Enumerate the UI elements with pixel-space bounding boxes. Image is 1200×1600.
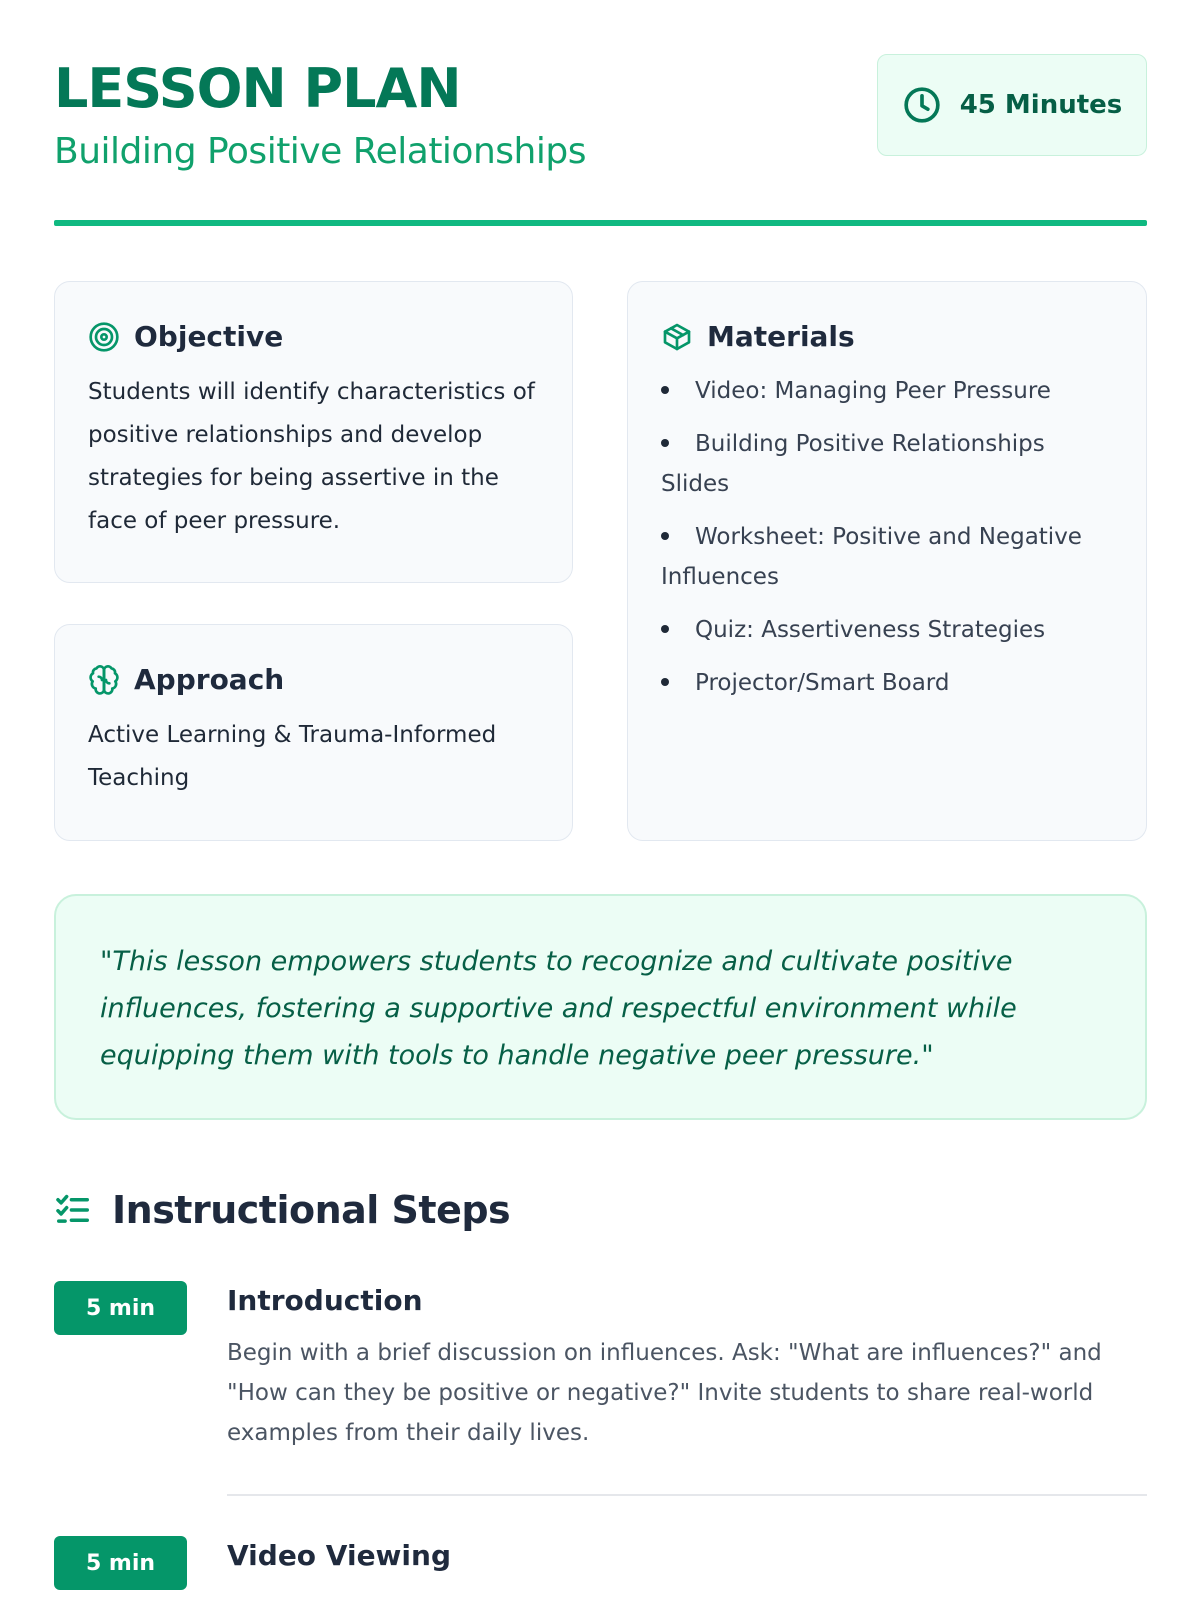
objective-title: Objective [134,320,284,353]
duration-text: 45 Minutes [959,90,1123,120]
header [54,50,1147,180]
steps-title: Instructional Steps [112,1188,511,1232]
steps-header [54,1188,510,1232]
page-subtitle: Building Positive Relationships [54,131,586,172]
package-icon [661,321,693,353]
duration-badge [877,54,1147,156]
step-content [227,1534,1147,1578]
materials-card [627,281,1147,841]
lesson-quote [54,894,1147,1120]
clock-icon [902,85,942,125]
materials-item: Quiz: Assertiveness Strategies [661,610,1113,650]
header-divider [54,220,1147,226]
materials-item: Projector/Smart Board [661,663,1113,703]
materials-item: Building Positive Relationships Slides [661,431,1045,497]
checklist-icon [54,1191,92,1229]
approach-header [88,663,539,696]
quote-text: "This lesson empowers students to recognize and cultivate positive influences, fostering a supportive and respectful environment while equipping them with tools to handle negative peer pressure." [100,946,1017,1071]
objective-card [54,281,573,583]
objective-text: Students will identify characteristics of positive relationships and develop strategies for being assertive in the face of peer pressure. [88,379,535,534]
approach-card [54,624,573,841]
approach-title: Approach [134,663,285,696]
step-time-badge: 5 min [54,1536,187,1590]
target-icon [88,321,120,353]
materials-item: Video: Managing Peer Pressure [661,371,1113,411]
page-title: LESSON PLAN [54,57,461,120]
step-content [227,1279,1147,1453]
lesson-plan-page [54,0,1147,1600]
step-title: Introduction [227,1284,423,1317]
materials-title: Materials [707,320,855,353]
objective-header [88,320,539,353]
step-title: Video Viewing [227,1539,451,1572]
step-divider [227,1494,1147,1496]
approach-text: Active Learning & Trauma-Informed Teaching [88,722,497,791]
brain-icon [88,664,120,696]
step-time-badge: 5 min [54,1281,187,1335]
step-description: Begin with a brief discussion on influences. Ask: "What are influences?" and "How can they be positive or negative?" Invite students to share real-world examples from their daily lives. [227,1340,1102,1446]
materials-item: Worksheet: Positive and Negative Influences [661,524,1082,590]
materials-list [661,371,1113,703]
materials-header [661,320,1113,353]
